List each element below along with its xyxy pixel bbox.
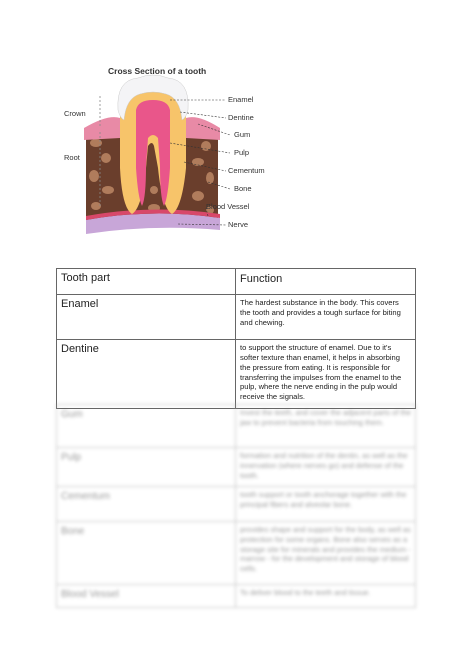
table-row bbox=[57, 522, 416, 585]
row-function: To deliver blood to the teeth and tissue. bbox=[236, 585, 416, 608]
label-dentine: Dentine bbox=[228, 113, 254, 122]
table-header-row bbox=[57, 269, 416, 295]
row-function: provides shape and support for the body, as well as protection for some organs. Bone also serves as a storage site for minerals and provides the medium - marrow - for the development and storage of blood cells. bbox=[236, 522, 416, 585]
table-row bbox=[57, 448, 416, 487]
table-row bbox=[57, 585, 416, 608]
label-gum: Gum bbox=[234, 130, 251, 139]
row-part: Bone bbox=[57, 522, 236, 585]
tooth-cross-section-figure bbox=[58, 58, 268, 248]
blurred-table bbox=[56, 404, 416, 608]
blurred-preview-section bbox=[56, 404, 416, 608]
table-row bbox=[57, 340, 416, 409]
header-function: Function bbox=[236, 269, 416, 295]
row-part: Dentine bbox=[57, 340, 236, 409]
tooth-function-table bbox=[56, 268, 416, 409]
label-nerve: Nerve bbox=[228, 220, 249, 229]
label-enamel: Enamel bbox=[228, 95, 254, 104]
table-row bbox=[57, 405, 416, 448]
label-root: Root bbox=[64, 153, 80, 162]
header-tooth-part: Tooth part bbox=[57, 269, 236, 295]
row-function: Invest the teeth, and cover the adjacent parts of the jaw to prevent bacteria from touching them. bbox=[236, 405, 416, 448]
label-crown: Crown bbox=[64, 109, 86, 118]
row-function: tooth support or tooth anchorage together with the principal fibers and alveolar bone. bbox=[236, 487, 416, 522]
label-cementum: Cementum bbox=[228, 166, 265, 175]
row-part: Enamel bbox=[57, 295, 236, 340]
row-part: Gum bbox=[57, 405, 236, 448]
label-pulp: Pulp bbox=[234, 148, 250, 157]
label-bone: Bone bbox=[234, 184, 252, 193]
row-part: Cementum bbox=[57, 487, 236, 522]
row-function: formation and nutrition of the dentin, as well as the innervation (where nerves go) and defense of the tooth. bbox=[236, 448, 416, 487]
figure-title: Cross Section of a tooth bbox=[108, 66, 207, 76]
row-function: to support the structure of enamel. Due to it's softer texture than enamel, it helps in absorbing the pressure from eating. It is responsible for transferring the impulses from the enamel to the pulp, where the nerve ending in the pulp would receive the signals. bbox=[236, 340, 416, 409]
label-blood-vessel: Blood Vessel bbox=[206, 202, 250, 211]
table-row bbox=[57, 487, 416, 522]
row-part: Pulp bbox=[57, 448, 236, 487]
table-row bbox=[57, 295, 416, 340]
row-part: Blood Vessel bbox=[57, 585, 236, 608]
row-function: The hardest substance in the body. This covers the tooth and provides a tough surface for biting and chewing. bbox=[236, 295, 416, 340]
